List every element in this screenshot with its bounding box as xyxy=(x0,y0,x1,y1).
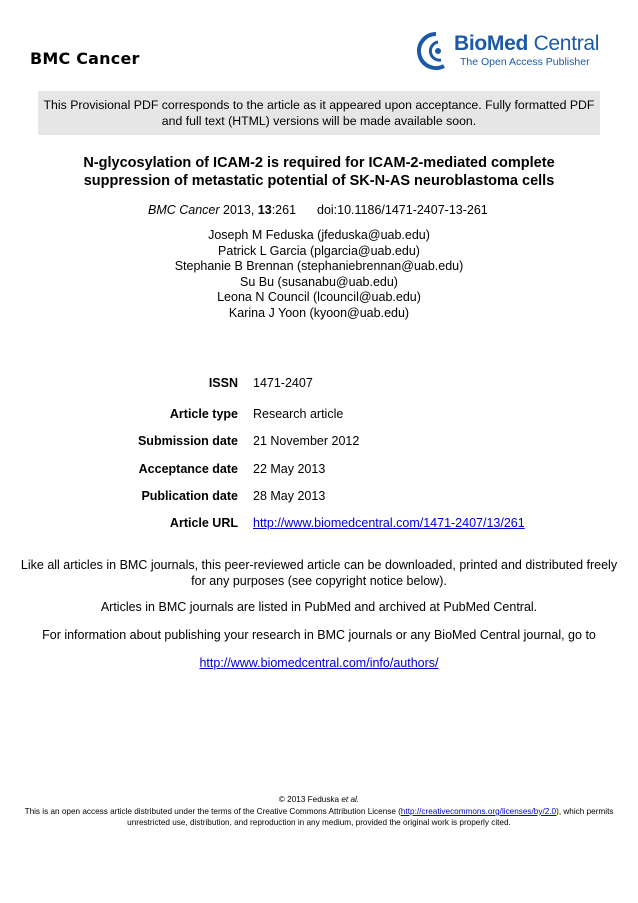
meta-label: ISSN xyxy=(208,376,238,390)
provisional-notice: This Provisional PDF corresponds to the article as it appeared upon acceptance. Fully formatted PDF and full text (HTML) versions will be made available soon. xyxy=(38,91,600,135)
meta-row-submission xyxy=(0,434,638,450)
citation: BMC Cancer 2013, 13:261 xyxy=(148,203,297,217)
meta-row-url xyxy=(0,516,638,532)
meta-label: Publication date xyxy=(141,489,238,503)
meta-label: Article URL xyxy=(169,516,238,530)
free-access-paragraph: Like all articles in BMC journals, this peer-reviewed article can be downloaded, printed and distributed freely for any purposes (see copyright notice below). xyxy=(20,558,618,588)
journal-name: BMC Cancer xyxy=(30,49,140,68)
authors-info-line xyxy=(20,655,618,671)
doi: doi:10.1186/1471-2407-13-261 xyxy=(317,203,488,217)
meta-label: Acceptance date xyxy=(138,462,238,476)
pubmed-paragraph: Articles in BMC journals are listed in PubMed and archived at PubMed Central. xyxy=(100,600,538,614)
meta-value: 1471-2407 xyxy=(253,376,313,390)
author-list xyxy=(0,228,638,321)
author: Leona N Council (lcouncil@uab.edu) xyxy=(217,290,421,304)
authors-info-link[interactable]: http://www.biomedcentral.com/info/authors/ xyxy=(199,656,439,670)
meta-row-type xyxy=(0,407,638,423)
copyright-line: © 2013 Feduska et al. xyxy=(278,795,360,804)
meta-value: 22 May 2013 xyxy=(253,462,326,476)
publishing-info-paragraph: For information about publishing your research in BMC journals or any BioMed Central journal, go to xyxy=(42,628,596,642)
meta-row-issn xyxy=(0,376,638,392)
author: Karina J Yoon (kyoon@uab.edu) xyxy=(228,305,410,320)
meta-row-publication xyxy=(0,489,638,505)
article-url-link[interactable]: http://www.biomedcentral.com/1471-2407/13/261 xyxy=(253,516,525,530)
article-title: N-glycosylation of ICAM-2 is required for ICAM-2-mediated complete suppression of metastatic potential of SK-N-AS neuroblastoma cells xyxy=(83,155,555,189)
license-link[interactable]: http://creativecommons.org/licenses/by/2.0 xyxy=(400,807,557,816)
author: Patrick L Garcia (plgarcia@uab.edu) xyxy=(218,243,420,258)
author: Joseph M Feduska (jfeduska@uab.edu) xyxy=(208,228,430,242)
biomed-logo-icon xyxy=(414,30,452,72)
logo-tagline: The Open Access Publisher xyxy=(460,56,590,68)
meta-value: Research article xyxy=(253,407,344,421)
author: Stephanie B Brennan (stephaniebrennan@uab.edu) xyxy=(174,259,464,273)
meta-label: Submission date xyxy=(137,434,238,448)
author: Su Bu (susanabu@uab.edu) xyxy=(240,274,398,289)
meta-value: 21 November 2012 xyxy=(253,434,360,448)
meta-row-acceptance xyxy=(0,462,638,478)
meta-label: Article type xyxy=(169,407,238,421)
biomed-central-logo xyxy=(414,30,614,72)
logo-brand: BioMed Central xyxy=(454,32,600,55)
meta-value: 28 May 2013 xyxy=(253,489,326,503)
license-text: This is an open access article distributed under the terms of the Creative Commons Attribution License (http://creativecommons.org/licenses/by/2.0), which permits unrestricted use, distribution, and reproduction in any medium, provided the original work is properly cited. xyxy=(24,807,614,827)
